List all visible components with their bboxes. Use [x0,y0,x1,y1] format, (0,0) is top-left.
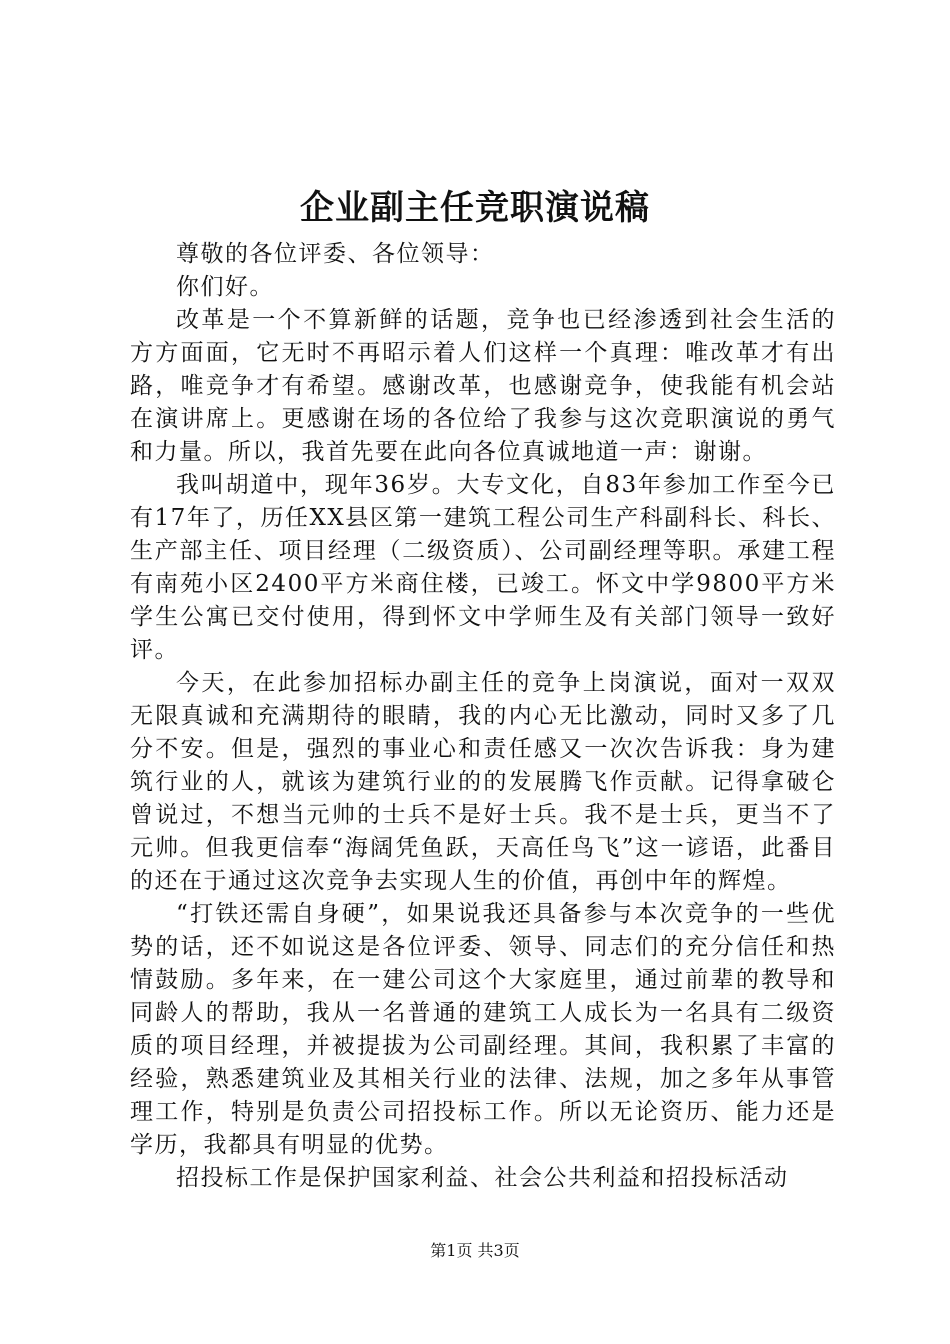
page-number-footer: 第1页 共3页 [430,1241,520,1260]
greeting: 你们好。 [176,274,274,300]
document-title: 企业副主任竞职演说稿 [300,188,650,228]
document-body [130,238,836,1195]
paragraph: 招投标工作是保护国家利益、社会公共利益和招投标活动 [176,1165,789,1191]
paragraph: 我叫胡道中，现年36岁。大专文化，自83年参加工作至今已有17年了，历任XX县区第一建筑工程公司生产科副科长、科长、生产部主任、项目经理（二级资质）、公司副经理等职。承建工程有南苑小区2400平方米商住楼，已竣工。怀文中学9800平方米学生公寓已交付使用，得到怀文中学师生及有关部门领导一致好评。 [130,472,836,663]
salutation: 尊敬的各位评委、各位领导： [176,241,495,267]
paragraph: 今天，在此参加招标办副主任的竞争上岗演说，面对一双双无限真诚和充满期待的眼睛，我的内心无比激动，同时又多了几分不安。但是，强烈的事业心和责任感又一次次告诉我：身为建筑行业的人，就该为建筑行业的的发展腾飞作贡献。记得拿破仑曾说过，不想当元帅的士兵不是好士兵。我不是士兵，更当不了元帅。但我更信奉“海阔凭鱼跃，天高任鸟飞”这一谚语，此番目的还在于通过这次竞争去实现人生的价值，再创中年的辉煌。 [130,670,836,894]
paragraph: 改革是一个不算新鲜的话题，竞争也已经渗透到社会生活的方方面面，它无时不再昭示着人们这样一个真理：唯改革才有出路，唯竞争才有希望。感谢改革，也感谢竞争，使我能有机会站在演讲席上。更感谢在场的各位给了我参与这次竞职演说的勇气和力量。所以，我首先要在此向各位真诚地道一声：谢谢。 [130,307,836,465]
paragraph: “打铁还需自身硬”，如果说我还具备参与本次竞争的一些优势的话，还不如说这是各位评委、领导、同志们的充分信任和热情鼓励。多年来，在一建公司这个大家庭里，通过前辈的教导和同龄人的帮助，我从一名普通的建筑工人成长为一名具有二级资质的项目经理，并被提拔为公司副经理。其间，我积累了丰富的经验，熟悉建筑业及其相关行业的法律、法规，加之多年从事管理工作，特别是负责公司招投标工作。所以无论资历、能力还是学历，我都具有明显的优势。 [130,901,836,1158]
